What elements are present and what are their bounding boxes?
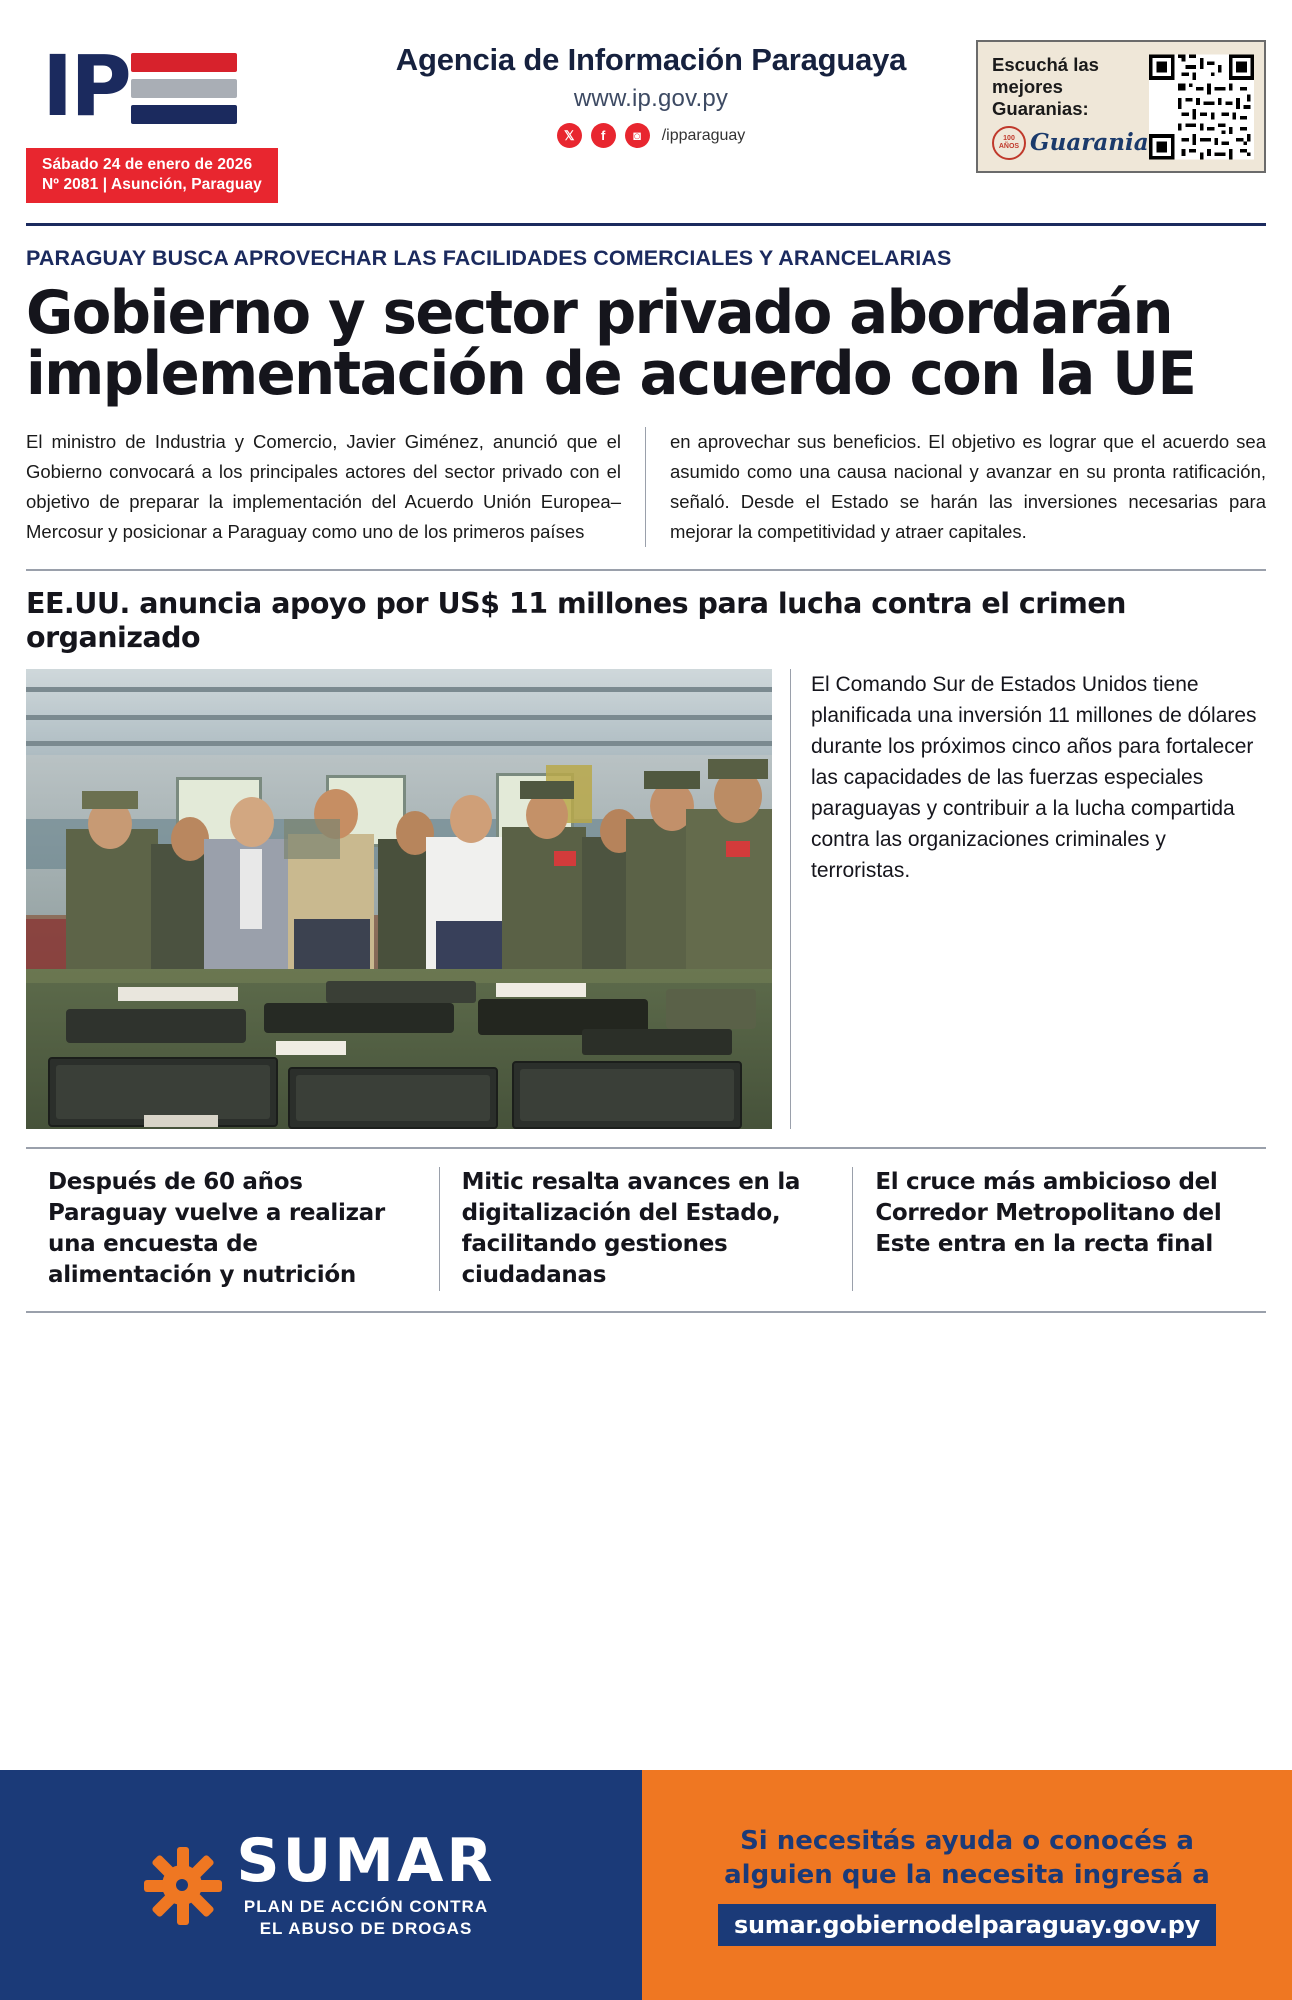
ad-message-line-1: Si necesitás ayuda o conocés a <box>740 1826 1194 1856</box>
briefs-row <box>26 1147 1266 1313</box>
guarania-qr-promo[interactable] <box>976 40 1266 173</box>
ad-brand-subtitle-2: EL ABUSO DE DROGAS <box>259 1919 473 1938</box>
qr-code-icon[interactable] <box>1149 51 1254 163</box>
lead-columns <box>26 427 1266 547</box>
social-handle: /ipparaguay <box>661 126 746 144</box>
masthead-divider <box>26 223 1266 226</box>
ad-message-line-2: alguien que la necesita ingresá a <box>724 1860 1210 1890</box>
agency-title-block <box>326 38 976 148</box>
brief-item-2[interactable]: Mitic resalta avances en la digitalización del Estado, facilitando gestiones ciudadanas <box>439 1167 853 1291</box>
agency-title: Agencia de Información Paraguaya <box>395 42 907 77</box>
paraguay-flag-bars-icon <box>131 53 237 124</box>
gear-icon <box>146 1849 218 1921</box>
lead-headline: Gobierno y sector privado abordarán implementación de acuerdo con la UE <box>26 278 1196 409</box>
agency-website[interactable]: www.ip.gov.py <box>573 85 729 112</box>
logo-block <box>26 38 326 203</box>
issue-date: Sábado 24 de enero de 2026 <box>42 156 253 173</box>
masthead <box>26 0 1266 203</box>
guarania-wordmark: Guarania <box>1030 129 1149 156</box>
qr-promo-left <box>988 54 1149 160</box>
instagram-icon[interactable]: ◙ <box>625 123 650 148</box>
lead-column-1: El ministro de Industria y Comercio, Javier Giménez, anunció que el Gobierno convocará a los principales actores del sector privado con el objetivo de preparar la implementación del Acuerdo Unión Europea–Mercosur y posicionar a Paraguay como uno de los primeros países <box>26 427 646 547</box>
ad-url-button[interactable]: sumar.gobiernodelparaguay.gov.py <box>718 1904 1216 1946</box>
x-icon[interactable]: 𝕏 <box>557 123 582 148</box>
ad-message-panel <box>642 1770 1292 2000</box>
guarania-seal-icon: 100 AÑOS <box>992 126 1026 160</box>
social-links <box>326 123 976 148</box>
secondary-story-body <box>26 669 1266 1129</box>
issue-date-box <box>26 148 278 203</box>
issue-number: Nº 2081 | Asunción, Paraguay <box>42 176 262 193</box>
guarania-logo <box>992 126 1149 160</box>
secondary-headline: EE.UU. anuncia apoyo por US$ 11 millones para lucha contra el crimen organizado <box>26 587 1126 654</box>
lead-kicker: PARAGUAY BUSCA APROVECHAR LAS FACILIDADES COMERCIALES Y ARANCELARIAS <box>26 246 952 270</box>
ad-brand-subtitle-1: PLAN DE ACCIÓN CONTRA <box>243 1897 489 1916</box>
qr-promo-text: Escuchá las mejores Guaranias: <box>992 53 1099 119</box>
lead-column-2: en aprovechar sus beneficios. El objetivo es lograr que el acuerdo sea asumido como una causa nacional y avanzar en su pronta ratificación, señaló. Desde el Estado se harán las inversiones necesarias para mejorar la competitividad y atraer capitales. <box>670 431 1266 542</box>
footer-advertisement[interactable] <box>0 1770 1292 2000</box>
secondary-story-photo <box>26 669 772 1129</box>
brief-item-1[interactable]: Después de 60 años Paraguay vuelve a realizar una encuesta de alimentación y nutrición <box>48 1169 385 1288</box>
facebook-icon[interactable]: f <box>591 123 616 148</box>
brief-item-3[interactable]: El cruce más ambicioso del Corredor Metropolitano del Este entra en la recta final <box>852 1167 1266 1291</box>
ad-brand-name: SUMAR <box>236 1826 496 1896</box>
ad-brand-text <box>236 1826 496 1940</box>
ip-logo-text: IP <box>42 37 129 135</box>
ad-brand-panel <box>0 1770 642 2000</box>
secondary-story-sidebar-text: El Comando Sur de Estados Unidos tiene planificada una inversión 11 millones de dólares durante los próximos cinco años para fortalecer las capacidades de las fuerzas especiales paraguayas y contribuir a la lucha compartida contra las organizaciones criminales y terroristas. <box>790 669 1266 1129</box>
section-divider <box>26 569 1266 571</box>
ip-logo <box>26 38 326 134</box>
